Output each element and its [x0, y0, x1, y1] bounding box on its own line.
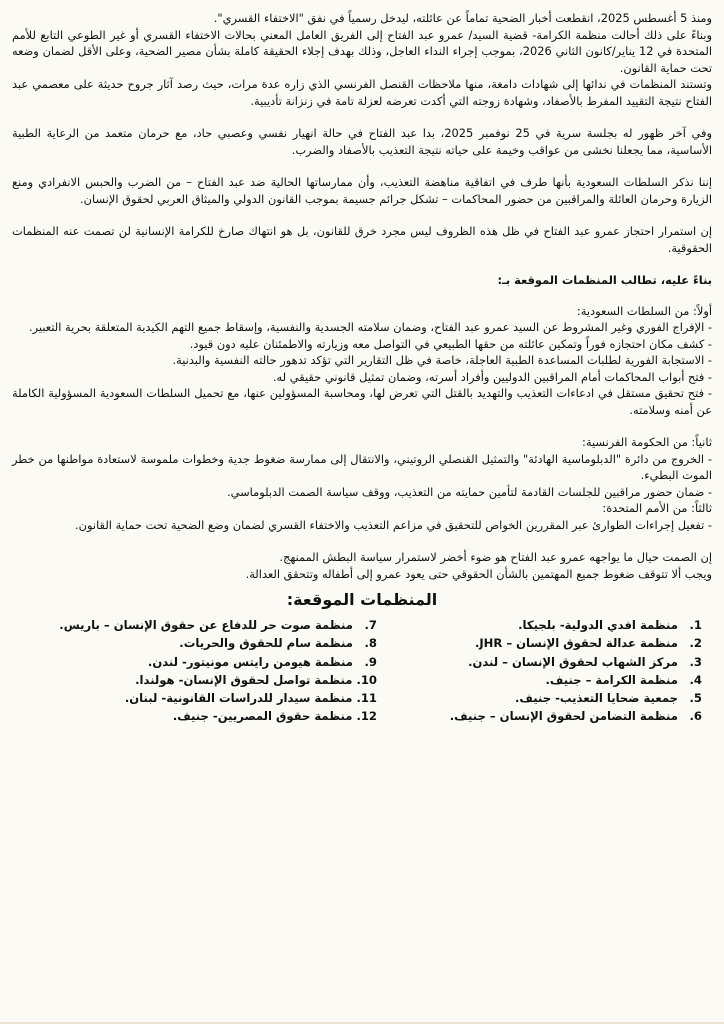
- demands-france-title: ثانياً: من الحكومة الفرنسية:: [582, 435, 712, 449]
- demand-item: - الاستجابة الفورية لطلبات المساعدة الطبية العاجلة، خاصة في ظل التقارير التي تؤكد تدهور حالته النفسية والبدنية.: [172, 353, 712, 367]
- statement-body: [12, 10, 712, 726]
- signatory-item: 4. منظمة الكرامة – جنيف.: [545, 672, 702, 687]
- signatory-item: 5. جمعية ضحايا التعذيب- جنيف.: [515, 691, 702, 706]
- signatory-item: 8. منظمة سام للحقوق والحريات.: [179, 636, 377, 651]
- demand-item: - تفعيل إجراءات الطوارئ عبر المقررين الخواص للتحقيق في مزاعم التعذيب والاختفاء القسري لضمان وضع الضحية تحت حماية القانون.: [75, 517, 712, 532]
- paragraph-referral: وبناءً على ذلك أحالت منظمة الكرامة- قضية السيد/ عمرو عبد الفتاح إلى الفريق العامل المعني بحالات الاختفاء القسري أو غير الطوعي التابع للأمم المتحدة في 12 يناير/كانون الثاني 2026، بموجب إجراء النداء العاجل، وذلك بهدف إجلاء الحقيقة كاملة بشأن مصير الضحية، وعلى الأقل لضمان وضعه تحت حماية القانون.: [12, 27, 713, 75]
- demand-item: - فتح أبواب المحاكمات أمام المراقبين الدوليين وأفراد أسرته، وضمان تمثيل قانوني حقيقي له.: [272, 369, 712, 384]
- paragraph-evidence: وتستند المنظمات في ندائها إلى شهادات دامغة، منها ملاحظات القنصل الفرنسي الذي زاره عدة مرات، حيث رصد آثار جروح حديثة على معصمي عبد الفتاح نتيجة التقييد المفرط بالأصفاد، وشهادة زوجته التي أكدت تعرضه لعزلة تامة في زنزانة تأديبية.: [12, 77, 712, 108]
- demands-un-title: ثالثاً: من الأمم المتحدة:: [602, 501, 712, 515]
- paragraph-last-appearance: وفي آخر ظهور له بجلسة سرية في 25 نوفمبر 2025، بدا عبد الفتاح في حالة انهيار نفسي وعصبي حاد، مع حرمان متعمد من الرعاية الطبية الأساسية، مما يجعلنا نخشى من عواقب وخيمة على حياته نتيجة التعذيب بالأصفاد والضرب.: [12, 126, 712, 157]
- signatories-title: المنظمات الموقعة:: [286, 590, 438, 609]
- signatory-item: 2. منظمة عدالة لحقوق الإنسان – JHR.: [474, 636, 702, 651]
- signatory-item: 11. منظمة سيدار للدراسات القانونية- لبنان.: [124, 691, 377, 706]
- closing-line: إن الصمت حيال ما يواجهه عمرو عبد الفتاح هو ضوء أخضر لاستمرار سياسة البطش الممنهج.: [279, 550, 712, 564]
- signatory-item: 9. منظمة هيومن رايتس مونيتور- لندن.: [147, 654, 377, 669]
- closing-line: ويجب ألا تتوقف ضغوط جميع المهتمين بالشأن الحقوقي حتى يعود عمرو إلى أطفاله وتتحقق العدالة.: [245, 566, 712, 581]
- signatories-column-left: [12, 616, 377, 726]
- signatories-list: [12, 616, 712, 726]
- demand-item: - ضمان حضور مراقبين للجلسات القادمة لتأمين حمايته من التعذيب، ووقف سياسة الصمت الدبلوماسي.: [226, 484, 712, 499]
- signatory-item: 3. مركز الشهاب لحقوق الإنسان – لندن.: [468, 654, 702, 669]
- paragraph-reminder: إننا نذكر السلطات السعودية بأنها طرف في اتفاقية مناهضة التعذيب، وأن ممارساتها الحالية ضد عبد الفتاح – من الضرب والحبس الانفرادي ومنع الزيارة وحرمان العائلة والمراقبين من حضور المحاكمات – تشكل جرائم جسيمة بموجب القانون الدولي والميثاق العربي لحقوق الإنسان.: [12, 175, 712, 206]
- demands-heading: بناءً عليه، تطالب المنظمات الموقعة بـ:: [497, 273, 712, 287]
- demand-item: - كشف مكان احتجازه فوراً وتمكين عائلته من حقها الطبيعي في التواصل معه وزيارته والاطمئنان عليه دون قيود.: [189, 336, 712, 351]
- signatory-item: 12. منظمة حقوق المصريين- جنيف.: [172, 709, 377, 724]
- signatory-item: 10. منظمة تواصل لحقوق الإنسان- هولندا.: [135, 672, 377, 687]
- signatories-column-right: [402, 616, 712, 726]
- signatory-item: 1. منظمة افدي الدولية- بلجيكا.: [518, 618, 702, 632]
- demand-item: - فتح تحقيق مستقل في ادعاءات التعذيب والتهديد بالقتل التي تعرض لها، ومحاسبة المسؤولين عنها، مع تحميل السلطات السعودية المسؤولية الكاملة عن أمنه وسلامته.: [12, 386, 712, 417]
- paragraph-disappearance: ومنذ 5 أغسطس 2025، انقطعت أخبار الضحية تماماً عن عائلته، ليدخل رسمياً في نفق "الاختفاء القسري".: [213, 11, 712, 25]
- signatory-item: 6. منظمة التضامن لحقوق الإنسان – جنيف.: [449, 709, 702, 724]
- demand-item: - الإفراج الفوري وغير المشروط عن السيد عمرو عبد الفتاح، وضمان سلامته الجسدية والنفسية، وإسقاط جميع التهم الكيدية المتعلقة بحرية التعبير.: [29, 320, 712, 334]
- demands-saudi-title: أولاً: من السلطات السعودية:: [576, 303, 712, 318]
- paragraph-violation: إن استمرار احتجاز عمرو عبد الفتاح في ظل هذه الظروف ليس مجرد خرق للقانون، بل هو انتهاك صارخ للكرامة الإنسانية لن تصمت عنه المنظمات الحقوقية.: [12, 224, 712, 255]
- signatory-item: 7. منظمة صوت حر للدفاع عن حقوق الإنسان – باريس.: [59, 618, 377, 632]
- demand-item: - الخروج من دائرة "الدبلوماسية الهادئة" والتمثيل القنصلي الروتيني، والانتقال إلى ممارسة ضغوط جدية وخطوات ملموسة لاستعادة مواطنها من خطر الموت البطيء.: [12, 451, 712, 482]
